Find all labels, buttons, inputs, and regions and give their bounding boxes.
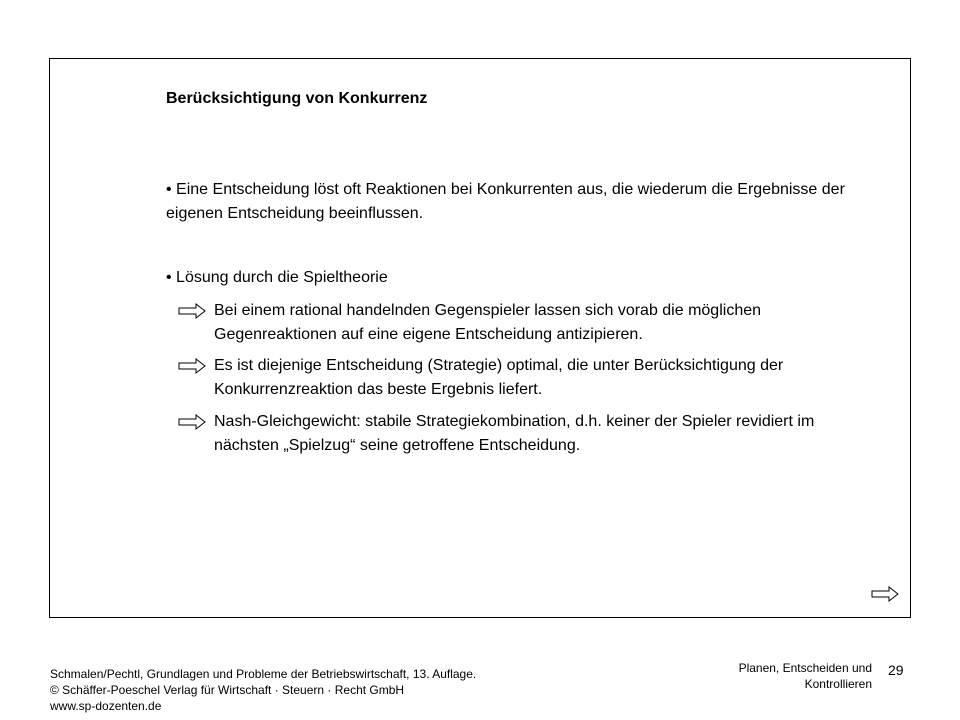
right-arrow-icon: [178, 414, 206, 430]
right-arrow-icon: [178, 303, 206, 319]
arrow-item-text: Bei einem rational handelnden Gegenspieler lassen sich vorab die möglichen Gegenreaktionen auf eine eigene Entscheidung antizipieren.: [214, 302, 762, 343]
bullet-competition-reaction: • Eine Entscheidung löst oft Reaktionen bei Konkurrenten aus, die wiederum die Ergebnisse der eigenen Entscheidung beeinflussen.: [166, 181, 845, 222]
slide-title: Berücksichtigung von Konkurrenz: [166, 90, 428, 107]
footer-source-line: © Schäffer-Poeschel Verlag für Wirtschaft · Steuern · Recht GmbH: [50, 683, 405, 697]
footer-chapter-line: Planen, Entscheiden und: [738, 661, 872, 675]
page-number: 29: [888, 662, 904, 678]
footer-source-line: www.sp-dozenten.de: [50, 699, 162, 713]
footer-source-line: Schmalen/Pechtl, Grundlagen und Probleme der Betriebswirtschaft, 13. Auflage.: [50, 667, 477, 681]
arrow-item-text: Es ist diejenige Entscheidung (Strategie) optimal, die unter Berücksichtigung der Konkurrenzreaktion das beste Ergebnis liefert.: [214, 357, 784, 398]
bullet-game-theory: • Lösung durch die Spieltheorie: [166, 269, 388, 286]
arrow-item-text: Nash-Gleichgewicht: stabile Strategiekombination, d.h. keiner der Spieler revidiert im nächsten „Spielzug“ seine getroffene Entscheidung.: [214, 413, 815, 454]
footer-source: [50, 666, 476, 714]
right-arrow-icon: [178, 358, 206, 374]
next-arrow-icon[interactable]: [871, 586, 899, 602]
footer-chapter: [739, 660, 872, 692]
footer-chapter-line: Kontrollieren: [804, 677, 872, 691]
